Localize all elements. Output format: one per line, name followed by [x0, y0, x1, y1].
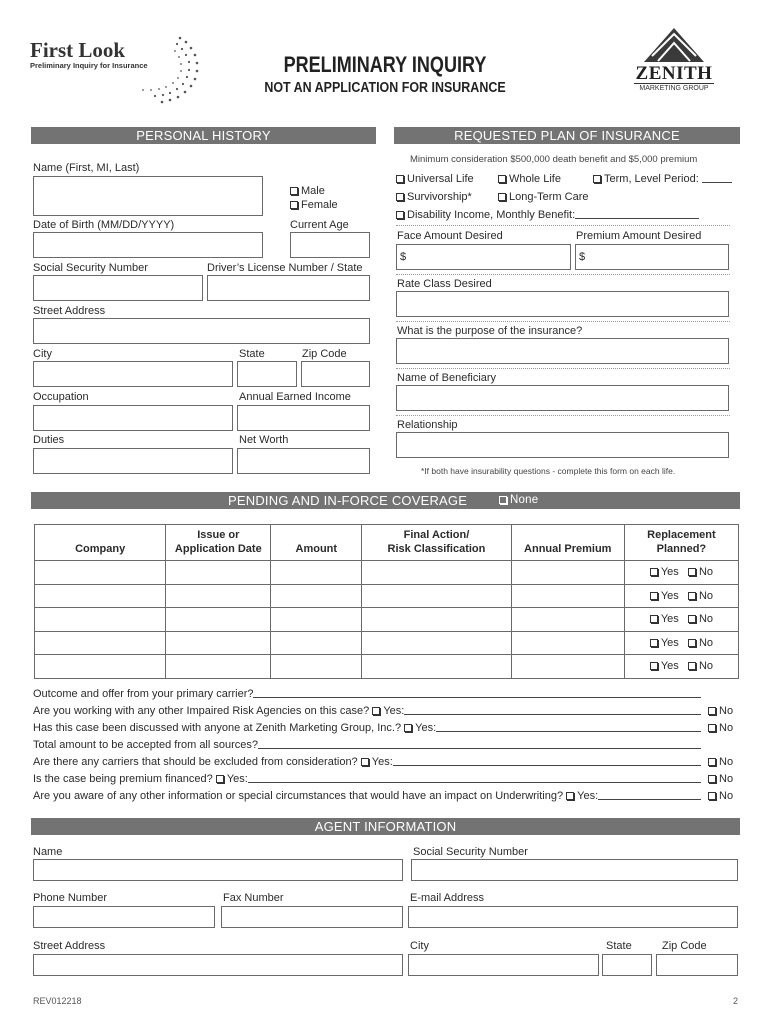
table-cell[interactable] — [35, 584, 166, 608]
agent-fax-field[interactable] — [221, 906, 403, 928]
table-row — [35, 655, 739, 679]
rate-class-field[interactable] — [396, 291, 729, 317]
age-label: Current Age — [290, 219, 349, 231]
brand-subtitle: MARKETING GROUP — [634, 83, 714, 92]
replacement-yes-checkbox[interactable] — [650, 568, 658, 576]
coverage-heading: PENDING AND IN-FORCE COVERAGE None — [31, 492, 740, 509]
plan-divider-5 — [396, 415, 730, 416]
city-label: City — [33, 348, 52, 360]
male-checkbox[interactable] — [290, 187, 298, 195]
question-yes-checkbox[interactable] — [216, 775, 224, 783]
question-text: Has this case been discussed with anyone at Zenith Marketing Group, Inc.? — [33, 722, 402, 734]
insurability-footnote: *If both have insurability questions - complete this form on each life. — [421, 466, 676, 476]
col-amount: Amount — [271, 525, 362, 561]
question-text: Is the case being premium financed? — [33, 773, 213, 785]
state-label: State — [239, 348, 265, 360]
networth-field[interactable] — [237, 448, 370, 474]
question-no-checkbox[interactable] — [708, 758, 716, 766]
replacement-no-option[interactable]: No — [688, 660, 713, 672]
ltc-option[interactable]: Long-Term Care — [498, 191, 588, 203]
question-yes-checkbox[interactable] — [404, 724, 412, 732]
question-answer-field[interactable] — [258, 739, 701, 749]
question-no-option[interactable]: No — [708, 790, 733, 802]
col-company: Company — [35, 525, 166, 561]
dob-field[interactable] — [33, 232, 263, 258]
question-yes-checkbox[interactable] — [361, 758, 369, 766]
revision-code: REV012218 — [33, 996, 82, 1006]
term-period-field[interactable] — [702, 173, 732, 183]
occupation-label: Occupation — [33, 391, 89, 403]
page-subtitle: NOT AN APPLICATION FOR INSURANCE — [264, 80, 506, 96]
table-row — [35, 608, 739, 632]
replacement-yes-option[interactable]: Yes — [650, 637, 679, 649]
coverage-table — [34, 524, 739, 679]
table-cell[interactable] — [35, 631, 166, 655]
question-line — [33, 688, 701, 700]
agent-phone-label: Phone Number — [33, 892, 107, 904]
question-answer-field[interactable] — [253, 688, 701, 698]
universal-life-checkbox[interactable] — [396, 175, 404, 183]
replacement-yes-checkbox[interactable] — [650, 662, 658, 670]
table-cell[interactable] — [511, 584, 624, 608]
universal-life-option[interactable]: Universal Life — [396, 173, 474, 185]
replacement-yes-option[interactable]: Yes — [650, 613, 679, 625]
question-answer-field[interactable] — [436, 722, 701, 732]
income-label: Annual Earned Income — [239, 391, 351, 403]
agent-name-field[interactable] — [33, 859, 403, 881]
networth-label: Net Worth — [239, 434, 289, 446]
question-answer-field[interactable] — [404, 705, 701, 715]
whole-life-option[interactable]: Whole Life — [498, 173, 561, 185]
personal-history-heading: PERSONAL HISTORY — [31, 127, 376, 144]
logo-subtitle: Preliminary Inquiry for Insurance — [30, 61, 148, 70]
agent-phone-field[interactable] — [33, 906, 215, 928]
table-cell[interactable] — [166, 608, 271, 632]
question-yes-checkbox[interactable] — [372, 707, 380, 715]
duties-label: Duties — [33, 434, 65, 446]
table-cell[interactable] — [35, 561, 166, 585]
state-field[interactable] — [237, 361, 297, 387]
table-cell[interactable] — [35, 608, 166, 632]
female-checkbox[interactable] — [290, 201, 298, 209]
relationship-label: Relationship — [397, 419, 458, 431]
question-line — [33, 739, 701, 751]
replacement-no-checkbox[interactable] — [688, 592, 696, 600]
table-row — [35, 584, 739, 608]
replacement-yes-checkbox[interactable] — [650, 592, 658, 600]
page-title: PRELIMINARY INQUIRY — [283, 52, 487, 77]
question-no-checkbox[interactable] — [708, 775, 716, 783]
question-text: Are you working with any other Impaired Risk Agencies on this case? — [33, 705, 370, 717]
female-option[interactable]: Female — [290, 199, 338, 211]
agent-state-field[interactable] — [602, 954, 652, 976]
replacement-no-checkbox[interactable] — [688, 639, 696, 647]
replacement-cell — [624, 631, 738, 655]
agent-info-heading: AGENT INFORMATION — [31, 818, 740, 835]
name-field[interactable] — [33, 176, 263, 216]
plan-divider — [396, 225, 730, 226]
first-look-logo — [30, 36, 175, 102]
table-row — [35, 561, 739, 585]
zip-label: Zip Code — [302, 348, 347, 360]
question-yes-option[interactable]: Yes: — [563, 790, 598, 802]
replacement-cell — [624, 655, 738, 679]
question-line — [33, 790, 701, 802]
table-cell[interactable] — [511, 608, 624, 632]
replacement-no-checkbox[interactable] — [688, 615, 696, 623]
premium-amount-field[interactable]: $ — [575, 244, 729, 270]
question-no-checkbox[interactable] — [708, 792, 716, 800]
replacement-yes-checkbox[interactable] — [650, 615, 658, 623]
question-yes-checkbox[interactable] — [566, 792, 574, 800]
ltc-checkbox[interactable] — [498, 193, 506, 201]
term-checkbox[interactable] — [593, 175, 601, 183]
replacement-no-option[interactable]: No — [688, 613, 713, 625]
replacement-yes-option[interactable]: Yes — [650, 566, 679, 578]
age-field[interactable] — [290, 232, 370, 258]
question-text: Are there any carriers that should be excluded from consideration? — [33, 756, 358, 768]
page-number: 2 — [733, 996, 739, 1006]
replacement-no-checkbox[interactable] — [688, 568, 696, 576]
col-replacement: Replacement Planned? — [624, 525, 738, 561]
monthly-benefit-field[interactable] — [575, 209, 699, 219]
replacement-no-option[interactable]: No — [688, 637, 713, 649]
question-yes-option[interactable]: Yes: — [401, 722, 436, 734]
dl-label: Driver’s License Number / State — [207, 262, 363, 274]
plan-divider-2 — [396, 274, 730, 275]
table-cell[interactable] — [166, 584, 271, 608]
question-text: Are you aware of any other information or special circumstances that would have an impact on Underwriting? — [33, 790, 564, 802]
survivorship-checkbox[interactable] — [396, 193, 404, 201]
income-field[interactable] — [237, 405, 370, 431]
table-cell[interactable] — [362, 608, 511, 632]
agent-street-label: Street Address — [33, 940, 106, 952]
question-line — [33, 756, 701, 768]
replacement-no-option[interactable]: No — [688, 566, 713, 578]
question-yes-option[interactable]: Yes: — [358, 756, 393, 768]
question-line — [33, 722, 701, 734]
table-cell[interactable] — [511, 655, 624, 679]
none-option[interactable]: None — [499, 492, 538, 509]
beneficiary-field[interactable] — [396, 385, 729, 411]
table-cell[interactable] — [271, 584, 362, 608]
replacement-cell — [624, 608, 738, 632]
table-cell[interactable] — [271, 631, 362, 655]
purpose-label: What is the purpose of the insurance? — [397, 325, 583, 337]
table-cell[interactable] — [271, 608, 362, 632]
relationship-field[interactable] — [396, 432, 729, 458]
question-text: Total amount to be accepted from all sources? — [33, 739, 259, 751]
col-final-action: Final Action/ Risk Classification — [362, 525, 511, 561]
question-answer-field[interactable] — [598, 790, 701, 800]
plan-minimum-note: Minimum consideration $500,000 death benefit and $5,000 premium — [410, 154, 698, 165]
question-yes-option[interactable]: Yes: — [213, 773, 248, 785]
col-annual-premium: Annual Premium — [511, 525, 624, 561]
agent-email-label: E-mail Address — [410, 892, 484, 904]
agent-name-label: Name — [33, 846, 63, 858]
ssn-field[interactable] — [33, 275, 203, 301]
table-cell[interactable] — [511, 561, 624, 585]
table-cell[interactable] — [362, 631, 511, 655]
duties-field[interactable] — [33, 448, 233, 474]
male-option[interactable]: Male — [290, 185, 325, 197]
agent-fax-label: Fax Number — [223, 892, 284, 904]
table-cell[interactable] — [362, 561, 511, 585]
question-line — [33, 705, 701, 717]
replacement-cell — [624, 584, 738, 608]
agent-zip-field[interactable] — [656, 954, 738, 976]
question-no-checkbox[interactable] — [708, 724, 716, 732]
ssn-label: Social Security Number — [33, 262, 148, 274]
agent-ssn-field[interactable] — [411, 859, 738, 881]
plan-divider-4 — [396, 368, 730, 369]
table-cell[interactable] — [166, 631, 271, 655]
replacement-no-checkbox[interactable] — [688, 662, 696, 670]
question-answer-field[interactable] — [393, 756, 701, 766]
disability-option[interactable]: Disability Income, Monthly Benefit: — [396, 209, 699, 221]
question-answer-field[interactable] — [248, 773, 701, 783]
table-cell[interactable] — [362, 584, 511, 608]
table-cell[interactable] — [166, 561, 271, 585]
table-cell[interactable] — [35, 655, 166, 679]
agent-city-field[interactable] — [408, 954, 599, 976]
street-label: Street Address — [33, 305, 106, 317]
replacement-cell — [624, 561, 738, 585]
premium-amount-label: Premium Amount Desired — [576, 230, 702, 242]
replacement-yes-checkbox[interactable] — [650, 639, 658, 647]
agent-ssn-label: Social Security Number — [413, 846, 528, 858]
whole-life-checkbox[interactable] — [498, 175, 506, 183]
agent-street-field[interactable] — [33, 954, 403, 976]
replacement-yes-option[interactable]: Yes — [650, 660, 679, 672]
face-amount-label: Face Amount Desired — [397, 230, 503, 242]
question-no-option[interactable]: No — [708, 705, 733, 717]
occupation-field[interactable] — [33, 405, 233, 431]
question-no-checkbox[interactable] — [708, 707, 716, 715]
table-row — [35, 631, 739, 655]
term-option[interactable]: Term, Level Period: — [593, 173, 732, 185]
agent-email-field[interactable] — [408, 906, 738, 928]
street-field[interactable] — [33, 318, 370, 344]
agent-zip-label: Zip Code — [662, 940, 707, 952]
zip-field[interactable] — [301, 361, 370, 387]
purpose-field[interactable] — [396, 338, 729, 364]
replacement-yes-option[interactable]: Yes — [650, 590, 679, 602]
table-cell[interactable] — [271, 561, 362, 585]
zenith-logo — [624, 28, 724, 94]
logo-title: First Look — [30, 38, 126, 62]
question-text: Outcome and offer from your primary carrier? — [33, 688, 254, 700]
question-no-option[interactable]: No — [708, 722, 733, 734]
table-cell[interactable] — [271, 655, 362, 679]
brand-name: ZENITH — [635, 63, 713, 84]
city-field[interactable] — [33, 361, 233, 387]
agent-state-label: State — [606, 940, 632, 952]
table-cell[interactable] — [362, 655, 511, 679]
requested-plan-heading: REQUESTED PLAN OF INSURANCE — [394, 127, 740, 144]
question-line — [33, 773, 701, 785]
plan-divider-3 — [396, 321, 730, 322]
question-no-option[interactable]: No — [708, 756, 733, 768]
dl-field[interactable] — [207, 275, 370, 301]
zenith-mountain-icon — [644, 28, 704, 64]
beneficiary-label: Name of Beneficiary — [397, 372, 497, 384]
rate-class-label: Rate Class Desired — [397, 278, 492, 290]
question-no-option[interactable]: No — [708, 773, 733, 785]
col-issue-date: Issue or Application Date — [166, 525, 271, 561]
replacement-no-option[interactable]: No — [688, 590, 713, 602]
disability-checkbox[interactable] — [396, 211, 404, 219]
table-cell[interactable] — [511, 631, 624, 655]
survivorship-option[interactable]: Survivorship* — [396, 191, 472, 203]
table-cell[interactable] — [166, 655, 271, 679]
question-yes-option[interactable]: Yes: — [369, 705, 404, 717]
none-checkbox[interactable] — [499, 496, 507, 504]
name-label: Name (First, MI, Last) — [33, 162, 140, 174]
dob-label: Date of Birth (MM/DD/YYYY) — [33, 219, 175, 231]
agent-city-label: City — [410, 940, 429, 952]
face-amount-field[interactable]: $ — [396, 244, 571, 270]
